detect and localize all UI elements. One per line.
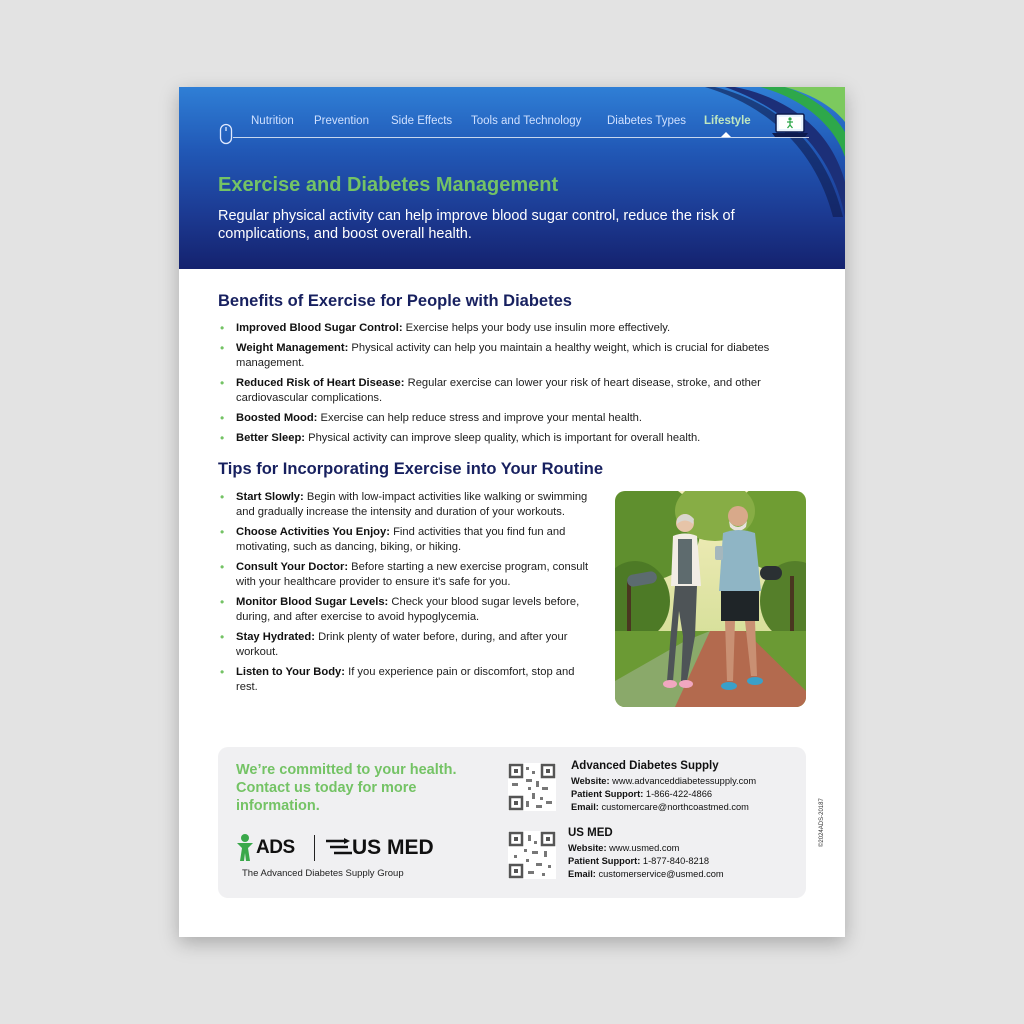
qr-code-icon bbox=[508, 763, 556, 811]
list-item bbox=[218, 525, 598, 555]
support-label: Patient Support: bbox=[568, 856, 641, 866]
item-text: Exercise helps your body use insulin more effectively. bbox=[402, 322, 671, 334]
email-label: Email: bbox=[568, 869, 596, 879]
item-label: Consult Your Doctor: bbox=[236, 561, 349, 573]
usmed-logo: US MED bbox=[352, 836, 434, 859]
item-label: Start Slowly: bbox=[236, 491, 304, 503]
org-name: Advanced Diabetes Supply bbox=[571, 760, 719, 772]
document-id: ©2024ADS-20187 bbox=[819, 798, 825, 847]
website-link[interactable]: www.advanceddiabetessupply.com bbox=[609, 776, 757, 786]
item-label: Choose Activities You Enjoy: bbox=[236, 526, 390, 538]
item-label: Reduced Risk of Heart Disease: bbox=[236, 377, 405, 389]
list-item bbox=[218, 560, 598, 590]
item-label: Listen to Your Body: bbox=[236, 666, 345, 678]
brand-logos bbox=[234, 831, 464, 865]
list-item bbox=[218, 630, 598, 660]
list-item bbox=[218, 411, 778, 426]
nav-item-lifestyle[interactable]: Lifestyle bbox=[704, 115, 751, 127]
ads-contact-info bbox=[571, 760, 756, 814]
item-text: Exercise can help reduce stress and improve your mental health. bbox=[317, 412, 643, 424]
website-link[interactable]: www.usmed.com bbox=[606, 843, 680, 853]
item-text: Check your blood sugar levels before, during, and after exercise to avoid hypoglycemia. bbox=[236, 596, 580, 623]
list-item bbox=[218, 490, 598, 520]
list-item bbox=[218, 595, 598, 625]
item-label: Weight Management: bbox=[236, 342, 349, 354]
header-banner bbox=[179, 87, 845, 269]
nav-item-nutrition[interactable]: Nutrition bbox=[251, 115, 294, 127]
email-label: Email: bbox=[571, 802, 599, 812]
item-text: Physical activity can help you maintain a healthy weight, which is crucial for diabetes management. bbox=[236, 342, 770, 369]
laptop-icon bbox=[771, 111, 809, 139]
list-item bbox=[218, 341, 778, 371]
ads-figure-icon bbox=[234, 833, 256, 863]
item-text: If you experience pain or discomfort, stop and rest. bbox=[236, 666, 575, 693]
support-label: Patient Support: bbox=[571, 789, 644, 799]
usmed-contact-info bbox=[568, 827, 724, 881]
benefits-heading: Benefits of Exercise for People with Diabetes bbox=[218, 292, 572, 310]
couple-walking-photo bbox=[615, 491, 806, 707]
benefits-list bbox=[218, 321, 778, 451]
item-text: Drink plenty of water before, during, and after your workout. bbox=[236, 631, 568, 658]
org-name: US MED bbox=[568, 827, 613, 839]
email-link[interactable]: customerservice@usmed.com bbox=[595, 869, 724, 879]
usmed-lines-icon bbox=[326, 837, 352, 859]
commitment-message: We’re committed to your health. Contact us today for more information. bbox=[236, 762, 457, 814]
group-tagline: The Advanced Diabetes Supply Group bbox=[242, 868, 404, 879]
nav-item-side-effects[interactable]: Side Effects bbox=[391, 115, 453, 127]
item-label: Monitor Blood Sugar Levels: bbox=[236, 596, 389, 608]
item-label: Stay Hydrated: bbox=[236, 631, 315, 643]
active-tab-caret bbox=[721, 132, 731, 137]
page-subtitle: Regular physical activity can help improve blood sugar control, reduce the risk of complications, and boost overall health. bbox=[218, 208, 735, 242]
item-label: Boosted Mood: bbox=[236, 412, 318, 424]
item-text: Physical activity can improve sleep quality, which is important for overall health. bbox=[305, 432, 701, 444]
item-label: Better Sleep: bbox=[236, 432, 306, 444]
ads-logo: ADS bbox=[256, 837, 295, 858]
page-title: Exercise and Diabetes Management bbox=[218, 174, 559, 196]
list-item bbox=[218, 376, 778, 406]
list-item bbox=[218, 665, 598, 695]
support-phone[interactable]: 1-877-840-8218 bbox=[640, 856, 710, 866]
mouse-icon bbox=[219, 123, 233, 145]
item-text: Begin with low-impact activities like walking or swimming and gradually increase the intensity and duration of your workouts. bbox=[236, 491, 588, 518]
website-label: Website: bbox=[571, 776, 610, 786]
nav-item-prevention[interactable]: Prevention bbox=[314, 115, 369, 127]
topic-nav bbox=[219, 107, 809, 139]
nav-item-diabetes-types[interactable]: Diabetes Types bbox=[607, 115, 687, 127]
item-text: Regular exercise can lower your risk of heart disease, stroke, and other cardiovascular complications. bbox=[236, 377, 761, 404]
nav-item-tools-and-technology[interactable]: Tools and Technology bbox=[471, 115, 582, 127]
qr-code-icon bbox=[508, 831, 556, 879]
tips-heading: Tips for Incorporating Exercise into Your Routine bbox=[218, 460, 604, 478]
list-item bbox=[218, 321, 778, 336]
item-text: Find activities that you find fun and motivating, such as dancing, biking, or hiking. bbox=[236, 526, 566, 553]
list-item bbox=[218, 431, 778, 446]
flyer-page bbox=[179, 87, 845, 937]
contact-panel bbox=[218, 747, 806, 898]
email-link[interactable]: customercare@northcoastmed.com bbox=[598, 802, 749, 812]
item-text: Before starting a new exercise program, consult with your healthcare provider to ensure it's safe for you. bbox=[236, 561, 589, 588]
support-phone[interactable]: 1-866-422-4866 bbox=[643, 789, 713, 799]
nav-underline bbox=[233, 137, 809, 138]
logo-divider bbox=[314, 835, 315, 861]
website-label: Website: bbox=[568, 843, 607, 853]
tips-list bbox=[218, 490, 598, 700]
item-label: Improved Blood Sugar Control: bbox=[236, 322, 403, 334]
